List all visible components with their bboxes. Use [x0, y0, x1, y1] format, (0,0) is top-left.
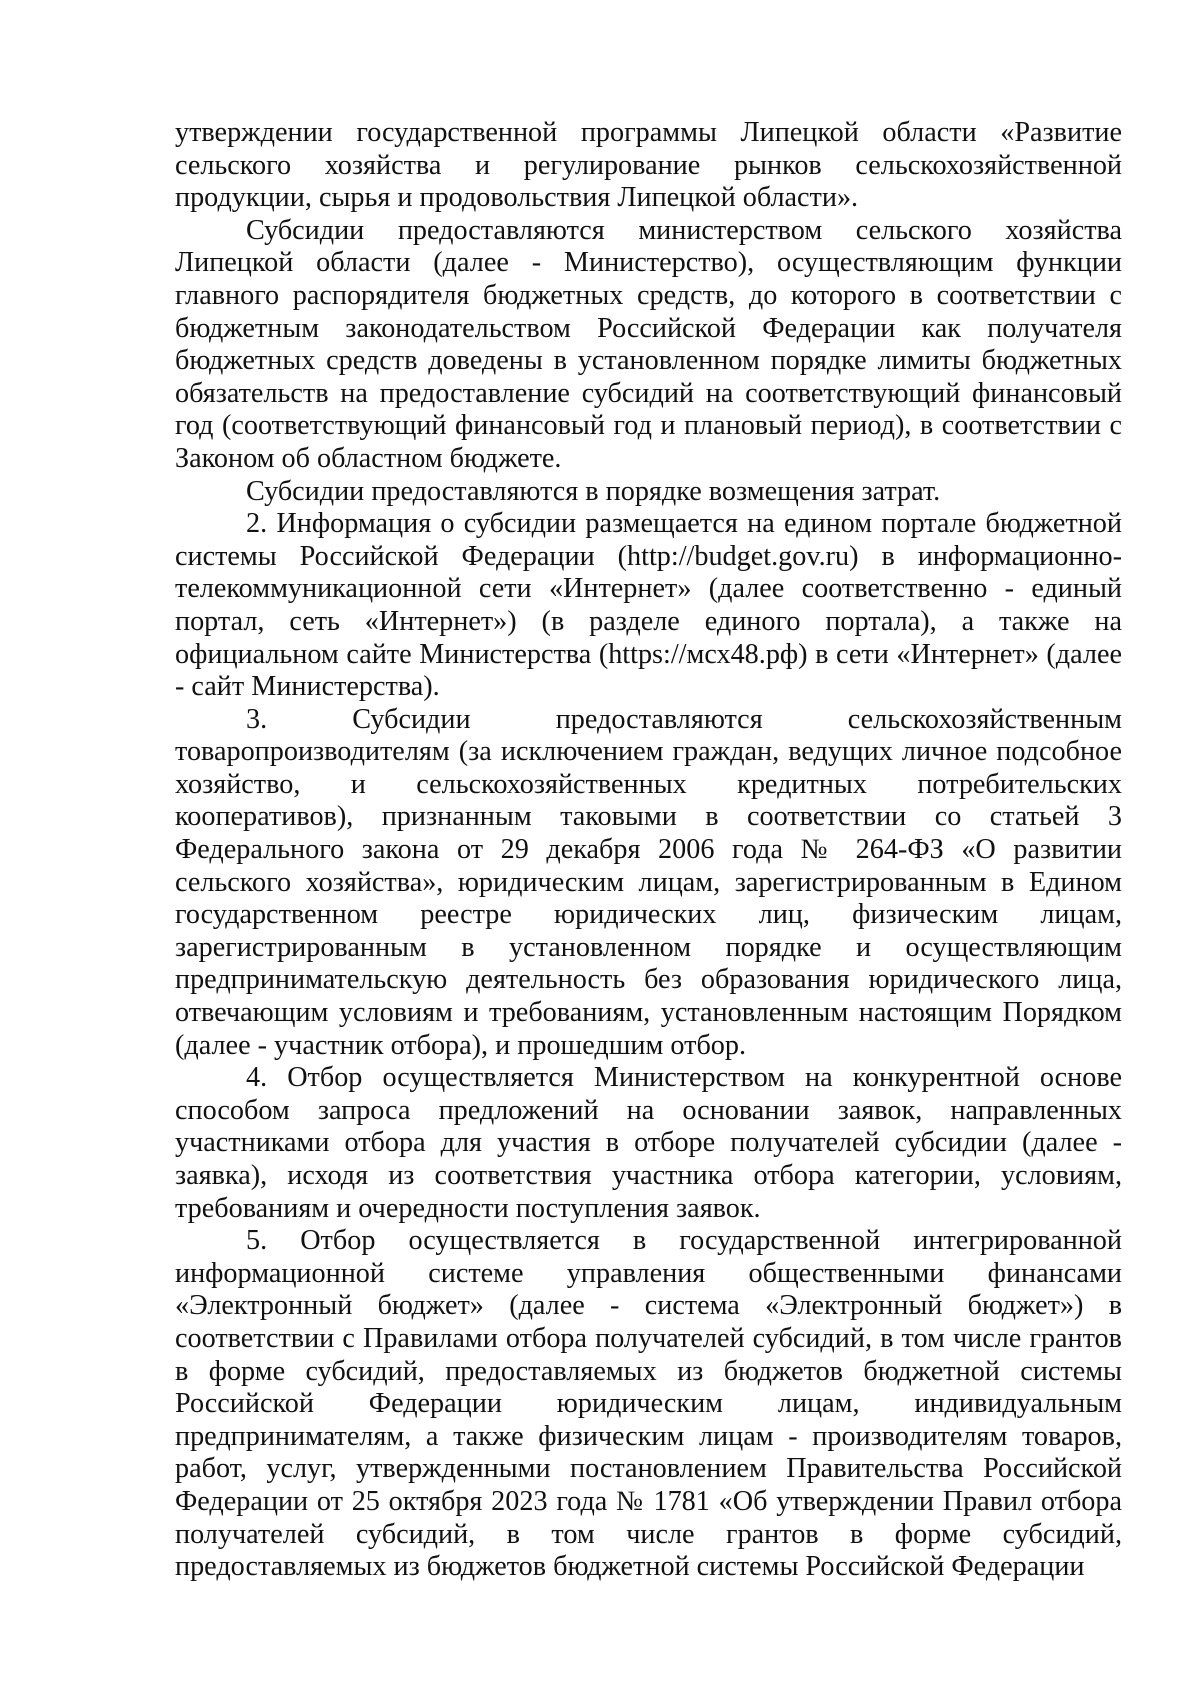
- document-page: [175, 117, 1122, 1584]
- paragraph-item-4: 4. Отбор осуществляется Министерством на конкурентной основе способом запроса предложений на основании заявок, направленных участниками отбора для участия в отборе получателей субсидии (далее - заявка), исходя из соответствия участника отбора категории, условиям, требованиям и очередности поступления заявок.: [175, 1062, 1122, 1224]
- paragraph-subsidy-order: Субсидии предоставляются в порядке возмещения затрат.: [246, 475, 941, 507]
- paragraph-item-2: 2. Информация о субсидии размещается на едином портале бюджетной системы Российской Федерации (http://budget.gov.ru) в информационно-телекоммуникационной сети «Интернет» (далее соответственно - единый портал, сеть «Интернет») (в разделе единого портала), а также на официальном сайте Министерства (https://мсх48.рф) в сети «Интернет» (далее - сайт Министерства).: [175, 508, 1122, 703]
- paragraph-continuation: утверждении государственной программы Липецкой области «Развитие сельского хозяйства и регулирование рынков сельскохозяйственной продукции, сырья и продовольствия Липецкой области».: [175, 117, 1122, 214]
- paragraph-item-3: 3. Субсидии предоставляются сельскохозяйственным товаропроизводителям (за исключением граждан, ведущих личное подсобное хозяйство, и сельскохозяйственных кредитных потребительских кооперативов), признанным таковыми в соответствии со статьей 3 Федерального закона от 29 декабря 2006 года № 264-ФЗ «О развитии сельского хозяйства», юридическим лицам, зарегистрированным в Едином государственном реестре юридических лиц, физическим лицам, зарегистрированным в установленном порядке и осуществляющим предпринимательскую деятельность без образования юридического лица, отвечающим условиям и требованиям, установленным настоящим Порядком (далее - участник отбора), и прошедшим отбор.: [175, 703, 1122, 1061]
- paragraph-subsidy-provider: Субсидии предоставляются министерством сельского хозяйства Липецкой области (далее - Министерство), осуществляющим функции главного распорядителя бюджетных средств, до которого в соответствии с бюджетным законодательством Российской Федерации как получателя бюджетных средств доведены в установленном порядке лимиты бюджетных обязательств на предоставление субсидий на соответствующий финансовый год (соответствующий финансовый год и плановый период), в соответствии с Законом об областном бюджете.: [175, 214, 1122, 474]
- paragraph-item-5: 5. Отбор осуществляется в государственной интегрированной информационной системе управления общественными финансами «Электронный бюджет» (далее - система «Электронный бюджет») в соответствии с Правилами отбора получателей субсидий, в том числе грантов в форме субсидий, предоставляемых из бюджетов бюджетной системы Российской Федерации юридическим лицам, индивидуальным предпринимателям, а также физическим лицам - производителям товаров, работ, услуг, утвержденными постановлением Правительства Российской Федерации от 25 октября 2023 года № 1781 «Об утверждении Правил отбора получателей субсидий, в том числе грантов в форме субсидий, предоставляемых из бюджетов бюджетной системы Российской Федерации: [175, 1225, 1122, 1583]
